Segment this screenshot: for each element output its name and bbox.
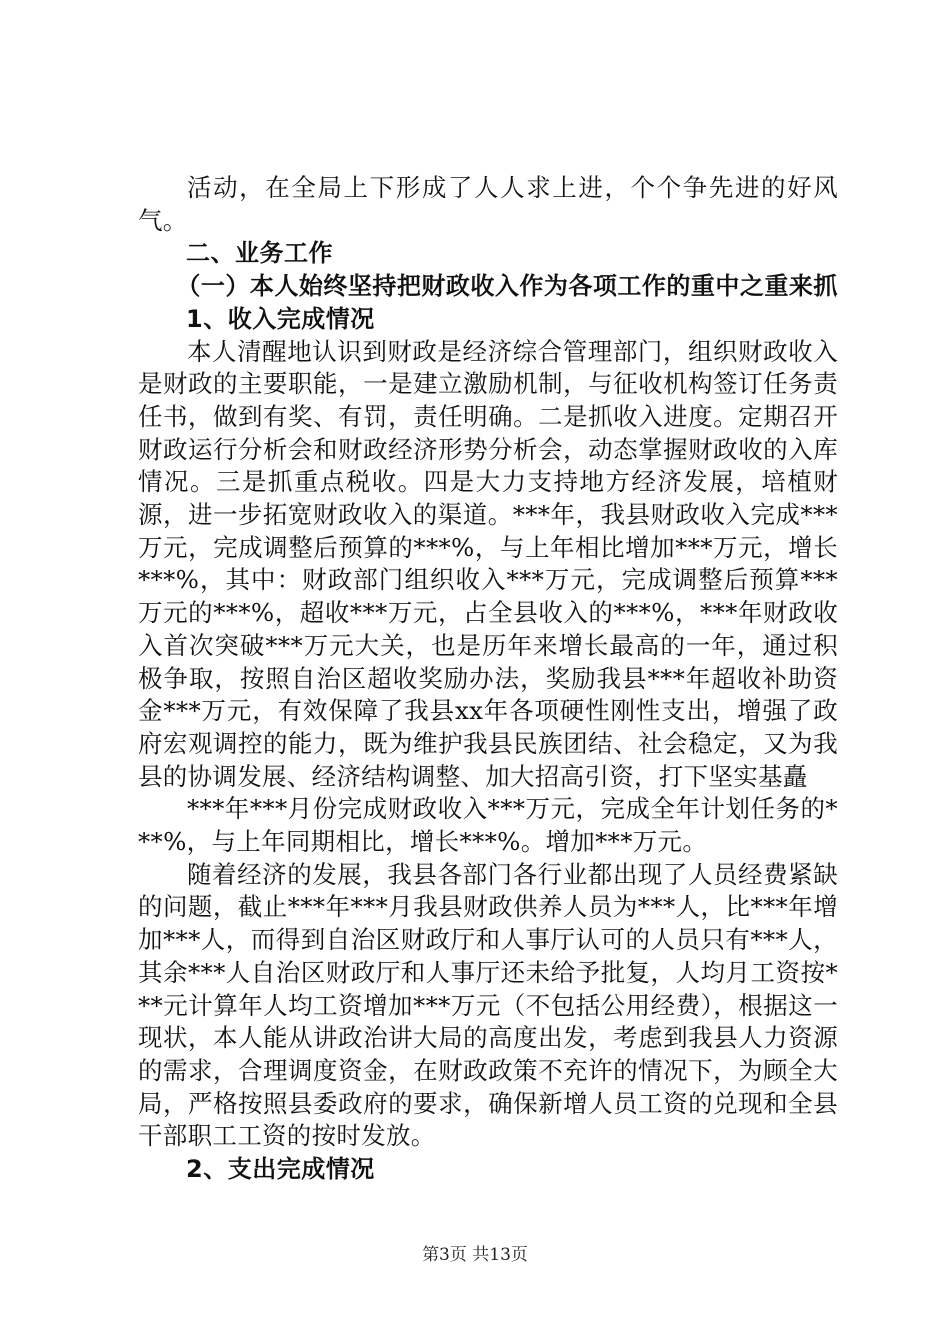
page-footer: 第3页 共13页 bbox=[422, 1245, 528, 1265]
subsection-heading-revenue-priority: （一）本人始终坚持把财政收入作为各项工作的重中之重来抓 bbox=[176, 272, 838, 301]
item-heading-expenditure-completion: 2、支出完成情况 bbox=[186, 1155, 375, 1184]
section-heading-business-work: 二、业务工作 bbox=[186, 239, 333, 268]
paragraph-monthly-revenue: ***年***月份完成财政收入***万元，完成全年计划任务的***%，与上年同期相比，增长***%。增加***万元。 bbox=[138, 794, 838, 857]
paragraph-personnel-funding: 随着经济的发展，我县各部门各行业都出现了人员经费紧缺的问题，截止***年***月我县财政供养人员为***人，比***年增加***人，而得到自治区财政厅和人事厅认可的人员只有***人，其余***人自治区财政厅和人事厅还未给予批复，人均月工资按***元计算年人均工资增加***万元（不包括公用经费），根据这一现状，本人能从讲政治讲大局的高度出发，考虑到我县人力资源的需求，合理调度资金，在财政政策不充许的情况下，为顾全大局，严格按照县委政府的要求，确保新增人员工资的兑现和全县干部职工工资的按时发放。 bbox=[138, 859, 838, 1151]
document-body bbox=[138, 172, 838, 1186]
paragraph-revenue-details: 本人清醒地认识到财政是经济综合管理部门，组织财政收入是财政的主要职能，一是建立激励机制，与征收机构签订任务责任书，做到有奖、有罚，责任明确。二是抓收入进度。定期召开财政运行分析会和财政经济形势分析会，动态掌握财政收的入库情况。三是抓重点税收。四是大力支持地方经济发展，培植财源，进一步拓宽财政收入的渠道。***年，我县财政收入完成***万元，完成调整后预算的***%，与上年相比增加***万元，增长***%，其中：财政部门组织收入***万元，完成调整后预算***万元的***%，超收***万元，占全县收入的***%，***年财政收入首次突破***万元大关，也是历年来增长最高的一年，通过积极争取，按照自治区超收奖励办法，奖励我县***年超收补助资金***万元，有效保障了我县xx年各项硬性刚性支出，增强了政府宏观调控的能力，既为维护我县民族团结、社会稳定，又为我县的协调发展、经济结构调整、加大招高引资，打下坚实基矗 bbox=[138, 336, 838, 791]
item-heading-revenue-completion: 1、收入完成情况 bbox=[186, 304, 375, 333]
paragraph-activity: 活动，在全局上下形成了人人求上进，个个争先进的好风气。 bbox=[138, 173, 838, 235]
